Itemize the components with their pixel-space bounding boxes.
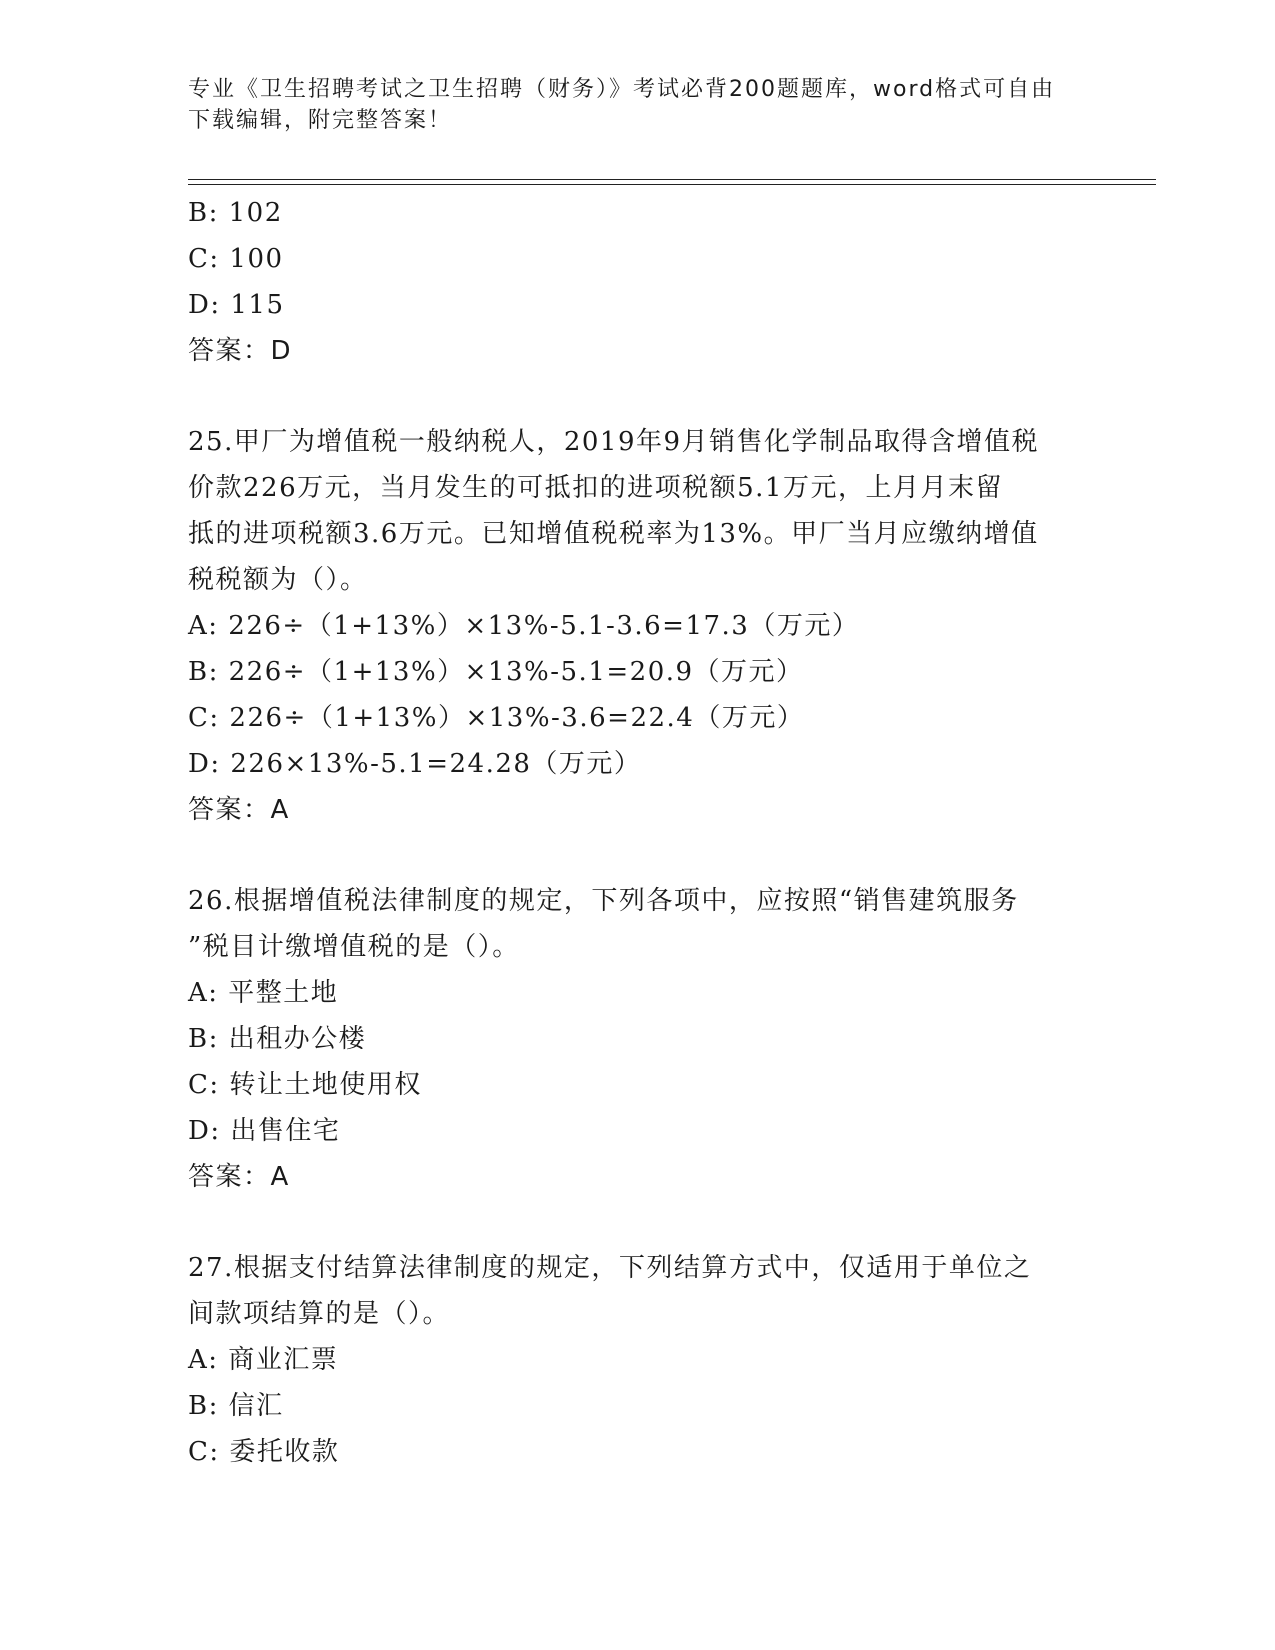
q25-option-b: B: 226÷（1+13%）×13%-5.1=20.9（万元） — [188, 657, 804, 687]
q27-option-a: A: 商业汇票 — [188, 1345, 339, 1375]
spacer — [188, 1200, 1088, 1245]
q25-answer: 答案：A — [188, 795, 290, 825]
q26-option-c: C: 转让土地使用权 — [188, 1070, 422, 1100]
q26-option-a: A: 平整土地 — [188, 978, 339, 1008]
page-header: 专业《卫生招聘考试之卫生招聘（财务）》考试必背200题题库，word格式可自由下载编辑，附完整答案！ — [188, 77, 1056, 133]
q25-option-c: C: 226÷（1+13%）×13%-3.6=22.4（万元） — [188, 703, 805, 733]
header-rule-bottom — [188, 184, 1156, 185]
q26-answer: 答案：A — [188, 1162, 290, 1192]
question-24 — [188, 190, 1088, 374]
q25-stem-line: 抵的进项税额3.6万元。已知增值税税率为13%。甲厂当月应缴纳增值 — [188, 519, 1039, 549]
spacer — [188, 374, 1088, 419]
question-25 — [188, 419, 1088, 833]
document-body — [188, 190, 1088, 1475]
q26-stem-line: ”税目计缴增值税的是（）。 — [188, 932, 520, 962]
q26-option-d: D: 出售住宅 — [188, 1116, 341, 1146]
q25-stem-line: 价款226万元，当月发生的可抵扣的进项税额5.1万元，上月月末留 — [188, 473, 1003, 503]
q25-option-a: A: 226÷（1+13%）×13%-5.1-3.6=17.3（万元） — [188, 611, 860, 641]
q24-answer: 答案：D — [188, 336, 293, 366]
q27-option-c: C: 委托收款 — [188, 1437, 340, 1467]
q24-option-d: D: 115 — [188, 290, 285, 320]
q26-option-b: B: 出租办公楼 — [188, 1024, 367, 1054]
q25-stem-line: 税税额为（）。 — [188, 565, 368, 595]
header-rule-top — [188, 179, 1156, 180]
q25-stem-line: 25.甲厂为增值税一般纳税人，2019年9月销售化学制品取得含增值税 — [188, 427, 1040, 457]
question-26 — [188, 878, 1088, 1200]
q24-option-b: B: 102 — [188, 198, 283, 228]
spacer — [188, 833, 1088, 878]
q26-stem-line: 26.根据增值税法律制度的规定，下列各项中，应按照“销售建筑服务 — [188, 886, 1019, 916]
q24-option-c: C: 100 — [188, 244, 284, 274]
q27-option-b: B: 信汇 — [188, 1391, 284, 1421]
q27-stem-line: 间款项结算的是（）。 — [188, 1299, 451, 1329]
q25-option-d: D: 226×13%-5.1=24.28（万元） — [188, 749, 642, 779]
question-27 — [188, 1245, 1088, 1475]
q27-stem-line: 27.根据支付结算法律制度的规定，下列结算方式中，仅适用于单位之 — [188, 1253, 1032, 1283]
